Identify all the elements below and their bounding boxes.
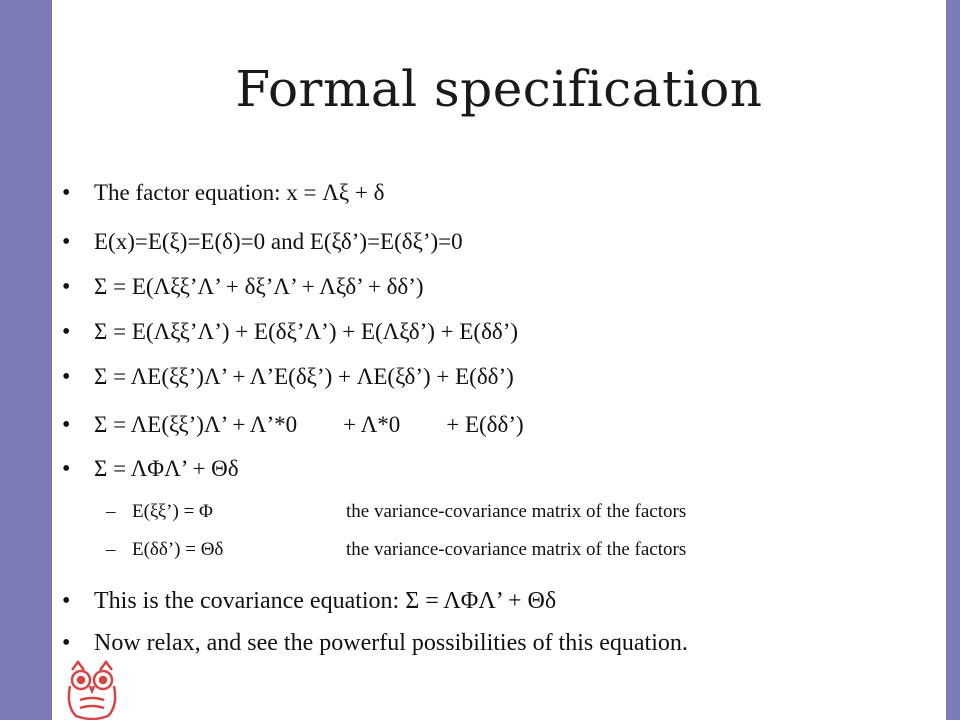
bullet-text: The factor equation: x = Λξ + δ [94, 180, 385, 205]
sub-bullet-lhs: E(δδ’) = Θδ [132, 539, 224, 560]
bullet-text: Σ = ΛE(ξξ’)Λ’ + Λ’*0 + Λ*0 + E(δδ’) [94, 412, 524, 437]
sub-bullet-desc: the variance-covariance matrix of the factors [346, 539, 687, 560]
bullet-text: Σ = E(Λξξ’Λ’) + E(δξ’Λ’) + E(Λξδ’) + E(δδ’) [94, 319, 519, 344]
bullet-item: • Σ = ΛE(ξξ’)Λ’ + Λ’*0 + Λ*0 + E(δδ’) [62, 412, 524, 438]
bullet-text: E(x)=E(ξ)=E(δ)=0 and E(ξδ’)=E(δξ’)=0 [94, 229, 463, 254]
bullet-item: • This is the covariance equation: Σ = ΛΦΛ’ + Θδ [62, 588, 557, 614]
left-side-band [0, 0, 52, 720]
bullet-text: This is the covariance equation: Σ = ΛΦΛ’ + Θδ [94, 588, 557, 614]
right-side-band [946, 0, 960, 720]
bullet-item: • Σ = E(Λξξ’Λ’ + δξ’Λ’ + Λξδ’ + δδ’) [62, 274, 424, 300]
bullet-text: Σ = ΛΦΛ’ + Θδ [94, 456, 239, 481]
bullet-text: Σ = E(Λξξ’Λ’ + δξ’Λ’ + Λξδ’ + δδ’) [94, 274, 424, 299]
owl-logo-icon [62, 656, 122, 720]
sub-bullet-desc: the variance-covariance matrix of the factors [346, 501, 687, 522]
bullet-item: • E(x)=E(ξ)=E(δ)=0 and E(ξδ’)=E(δξ’)=0 [62, 229, 463, 255]
bullet-item: • Σ = ΛE(ξξ’)Λ’ + Λ’E(δξ’) + ΛE(ξδ’) + E(δδ’) [62, 364, 514, 390]
bullet-text: Σ = ΛE(ξξ’)Λ’ + Λ’E(δξ’) + ΛE(ξδ’) + E(δδ’) [94, 364, 514, 389]
slide-title: Formal specification [235, 60, 763, 118]
sub-bullet-item: – E(ξξ’) = Φ the variance-covariance matrix of the factors [106, 498, 213, 526]
bullet-item: • Now relax, and see the powerful possibilities of this equation. [62, 630, 688, 656]
sub-bullet-item: – E(δδ’) = Θδ the variance-covariance matrix of the factors [106, 536, 223, 564]
sub-bullet-lhs: E(ξξ’) = Φ [132, 501, 213, 522]
bullet-text: Now relax, and see the powerful possibilities of this equation. [94, 630, 688, 656]
bullet-item: • The factor equation: x = Λξ + δ [62, 180, 385, 206]
bullet-item: • Σ = ΛΦΛ’ + Θδ [62, 456, 239, 482]
bullet-item: • Σ = E(Λξξ’Λ’) + E(δξ’Λ’) + E(Λξδ’) + E(δδ’) [62, 319, 519, 345]
